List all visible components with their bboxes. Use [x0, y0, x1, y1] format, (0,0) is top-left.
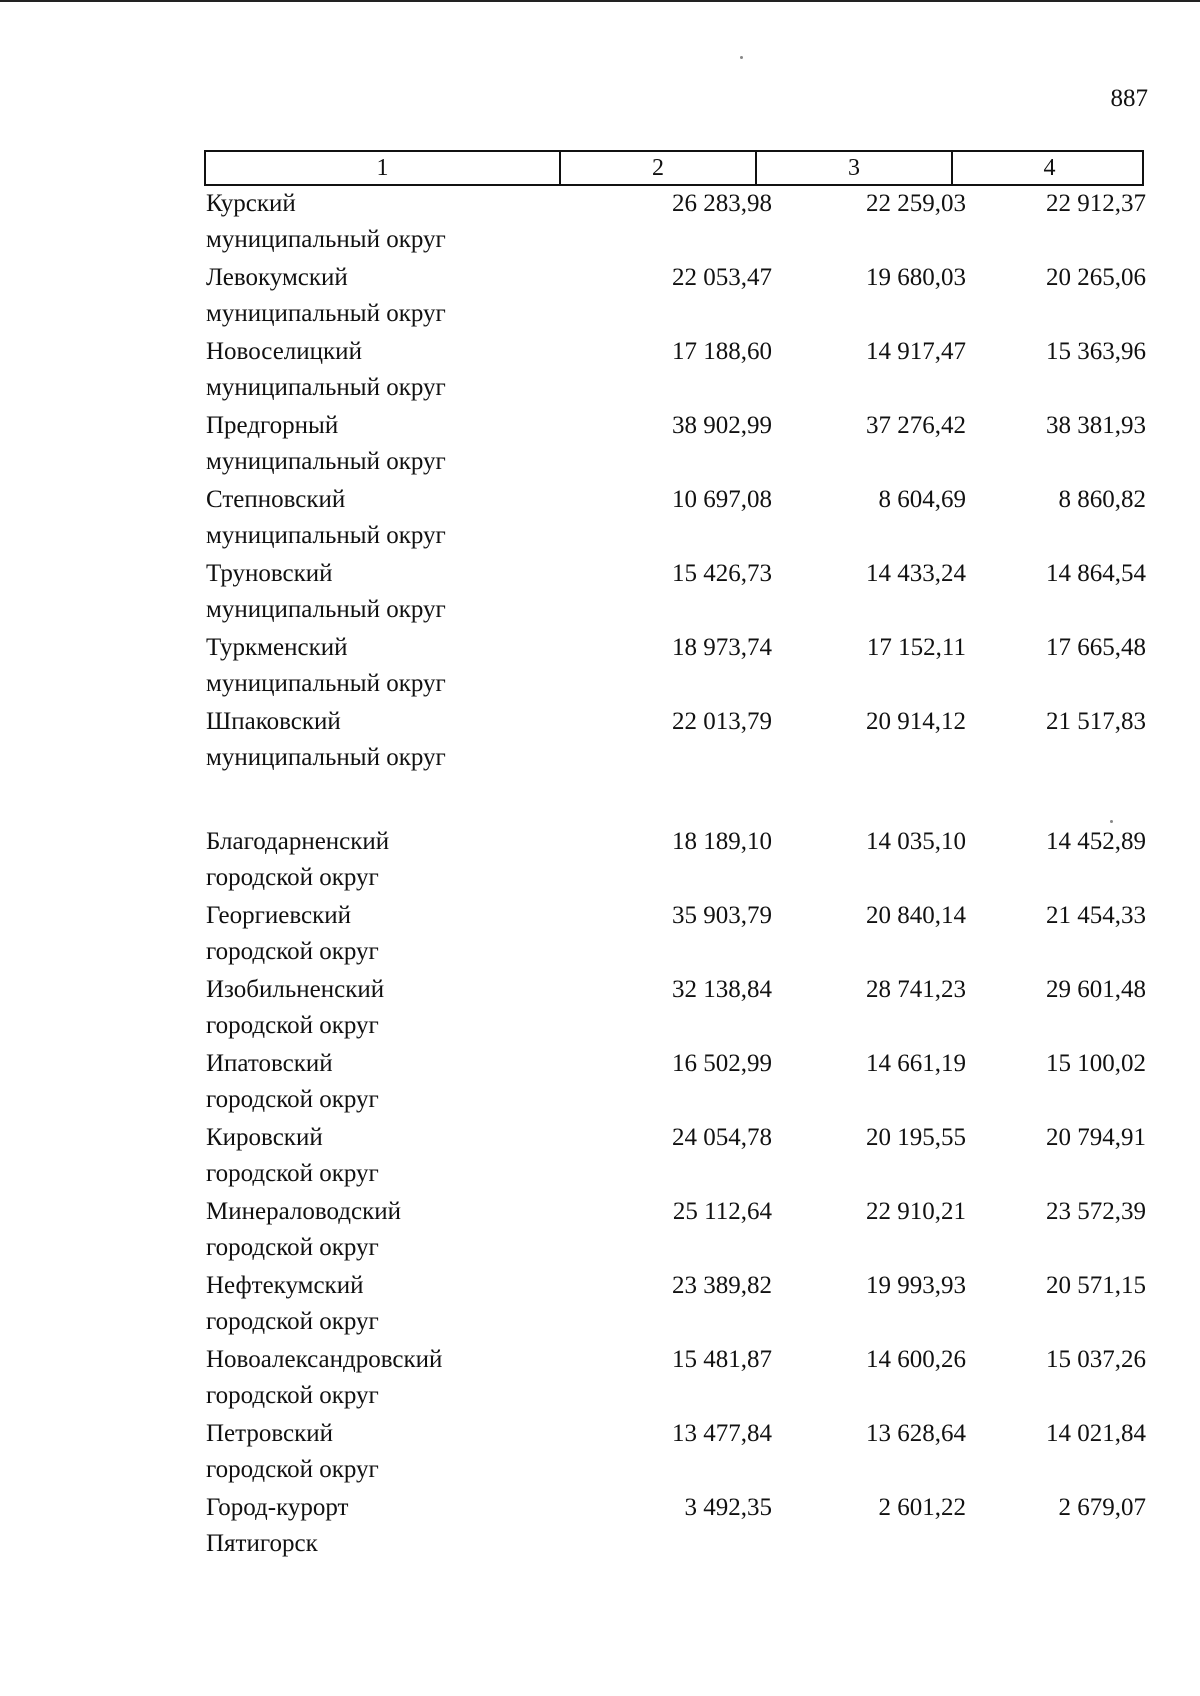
- header-cell-2: 2: [559, 152, 755, 184]
- row-value-col-2: 3 492,35: [684, 1494, 772, 1521]
- row-name-line: муниципальный округ: [206, 596, 446, 623]
- row-value-col-4: 17 665,48: [1046, 634, 1146, 661]
- row-name-cell: [206, 260, 546, 332]
- row-value-col-3: 22 910,21: [866, 1198, 966, 1225]
- table-row: [206, 898, 1146, 972]
- row-value-col-4: 2 679,07: [1058, 1494, 1146, 1521]
- row-name-cell: [206, 898, 546, 970]
- row-value-col-4: 29 601,48: [1046, 976, 1146, 1003]
- row-name-cell: [206, 1120, 546, 1192]
- row-name-cell: [206, 334, 546, 406]
- row-value-col-3: 2 601,22: [878, 1494, 966, 1521]
- row-value-col-4: 15 100,02: [1046, 1050, 1146, 1077]
- row-name-line: Благодарненский: [206, 828, 390, 855]
- row-value-col-2: 24 054,78: [672, 1124, 772, 1151]
- row-value-col-2: 25 112,64: [672, 1198, 772, 1225]
- top-border-rule: [0, 0, 1200, 2]
- row-value-col-2: 26 283,98: [672, 190, 772, 217]
- row-value-col-2: 18 189,10: [672, 828, 772, 855]
- table-row: [206, 260, 1146, 334]
- row-name-line: Труновский: [206, 560, 333, 587]
- row-value-col-3: 22 259,03: [866, 190, 966, 217]
- row-value-col-2: 13 477,84: [672, 1420, 772, 1447]
- row-name-cell: [206, 1490, 546, 1562]
- row-value-col-3: 14 917,47: [866, 338, 966, 365]
- row-value-col-3: 13 628,64: [866, 1420, 966, 1447]
- row-name-line: Новоалександровский: [206, 1346, 443, 1373]
- row-name-line: Изобильненский: [206, 976, 385, 1003]
- row-name-line: городской округ: [206, 1382, 379, 1409]
- row-value-col-3: 28 741,23: [866, 976, 966, 1003]
- row-name-line: Город-курорт: [206, 1494, 349, 1521]
- row-value-col-4: 15 037,26: [1046, 1346, 1146, 1373]
- row-name-cell: [206, 186, 546, 258]
- row-name-line: Шпаковский: [206, 708, 341, 735]
- row-name-cell: [206, 1416, 546, 1488]
- row-name-line: муниципальный округ: [206, 226, 446, 253]
- row-value-col-3: 19 993,93: [866, 1272, 966, 1299]
- row-name-line: муниципальный округ: [206, 448, 446, 475]
- table-body: [206, 186, 1146, 1564]
- row-value-col-4: 15 363,96: [1046, 338, 1146, 365]
- row-value-col-4: 14 021,84: [1046, 1420, 1146, 1447]
- table-row: [206, 334, 1146, 408]
- row-value-col-4: 38 381,93: [1046, 412, 1146, 439]
- row-value-col-4: 21 517,83: [1046, 708, 1146, 735]
- header-cell-1: 1: [376, 155, 389, 181]
- row-value-col-4: 21 454,33: [1046, 902, 1146, 929]
- row-name-line: городской округ: [206, 1012, 379, 1039]
- row-value-col-2: 32 138,84: [672, 976, 772, 1003]
- table-row: [206, 186, 1146, 260]
- row-value-col-3: 14 433,24: [866, 560, 966, 587]
- table-row: [206, 824, 1146, 898]
- header-cell-3: 3: [755, 152, 951, 184]
- table-header-row: [204, 150, 1144, 186]
- row-name-line: Пятигорск: [206, 1530, 318, 1557]
- row-value-col-4: 8 860,82: [1058, 486, 1146, 513]
- row-value-col-4: 20 571,15: [1046, 1272, 1146, 1299]
- row-value-col-3: 14 600,26: [866, 1346, 966, 1373]
- row-name-cell: [206, 824, 546, 896]
- row-name-line: городской округ: [206, 1456, 379, 1483]
- row-value-col-2: 17 188,60: [672, 338, 772, 365]
- row-value-col-3: 17 152,11: [866, 634, 966, 661]
- row-name-line: Курский: [206, 190, 296, 217]
- row-value-col-4: 20 794,91: [1046, 1124, 1146, 1151]
- row-value-col-2: 15 481,87: [672, 1346, 772, 1373]
- row-name-line: городской округ: [206, 1160, 379, 1187]
- table-row: [206, 1342, 1146, 1416]
- row-name-line: Левокумский: [206, 264, 348, 291]
- row-name-cell: [206, 704, 546, 776]
- scan-speck: [740, 56, 743, 59]
- row-name-line: Ипатовский: [206, 1050, 333, 1077]
- row-value-col-3: 19 680,03: [866, 264, 966, 291]
- row-value-col-3: 20 914,12: [866, 708, 966, 735]
- row-value-col-4: 22 912,37: [1046, 190, 1146, 217]
- row-value-col-4: 14 864,54: [1046, 560, 1146, 587]
- row-name-cell: [206, 556, 546, 628]
- page-number: 887: [1110, 85, 1148, 112]
- row-value-col-3: 20 840,14: [866, 902, 966, 929]
- table-row: [206, 1194, 1146, 1268]
- row-name-line: Нефтекумский: [206, 1272, 364, 1299]
- row-name-line: муниципальный округ: [206, 744, 446, 771]
- row-name-cell: [206, 972, 546, 1044]
- row-name-line: городской округ: [206, 1086, 379, 1113]
- table-row: [206, 704, 1146, 778]
- group-separator: [206, 778, 1126, 824]
- row-name-line: Степновский: [206, 486, 346, 513]
- row-value-col-4: 20 265,06: [1046, 264, 1146, 291]
- row-name-line: городской округ: [206, 1234, 379, 1261]
- row-name-line: муниципальный округ: [206, 670, 446, 697]
- row-value-col-2: 35 903,79: [672, 902, 772, 929]
- row-value-col-3: 14 661,19: [866, 1050, 966, 1077]
- row-name-cell: [206, 1046, 546, 1118]
- row-name-cell: [206, 630, 546, 702]
- scan-speck: [1110, 820, 1113, 823]
- table-row: [206, 1490, 1146, 1564]
- row-value-col-2: 22 013,79: [672, 708, 772, 735]
- row-name-line: муниципальный округ: [206, 374, 446, 401]
- table-row: [206, 1046, 1146, 1120]
- table-row: [206, 1120, 1146, 1194]
- row-value-col-2: 22 053,47: [672, 264, 772, 291]
- row-name-cell: [206, 408, 546, 480]
- row-value-col-4: 23 572,39: [1046, 1198, 1146, 1225]
- row-name-cell: [206, 482, 546, 554]
- row-name-line: Петровский: [206, 1420, 334, 1447]
- row-value-col-2: 15 426,73: [672, 560, 772, 587]
- row-value-col-3: 8 604,69: [878, 486, 966, 513]
- row-name-line: Георгиевский: [206, 902, 352, 929]
- table-row: [206, 482, 1146, 556]
- row-value-col-3: 14 035,10: [866, 828, 966, 855]
- table-row: [206, 408, 1146, 482]
- row-value-col-2: 38 902,99: [672, 412, 772, 439]
- row-value-col-2: 18 973,74: [672, 634, 772, 661]
- row-name-line: городской округ: [206, 938, 379, 965]
- row-name-line: Кировский: [206, 1124, 323, 1151]
- row-name-line: Туркменский: [206, 634, 348, 661]
- row-value-col-2: 23 389,82: [672, 1272, 772, 1299]
- row-name-cell: [206, 1194, 546, 1266]
- table-row: [206, 972, 1146, 1046]
- row-value-col-3: 37 276,42: [866, 412, 966, 439]
- table-row: [206, 630, 1146, 704]
- row-value-col-3: 20 195,55: [866, 1124, 966, 1151]
- row-name-line: городской округ: [206, 1308, 379, 1335]
- row-name-line: Минераловодский: [206, 1198, 402, 1225]
- table-row: [206, 1416, 1146, 1490]
- header-cell-4: 4: [951, 152, 1146, 184]
- row-name-line: городской округ: [206, 864, 379, 891]
- row-name-cell: [206, 1268, 546, 1340]
- row-name-line: муниципальный округ: [206, 522, 446, 549]
- row-name-line: Новоселицкий: [206, 338, 362, 365]
- table-row: [206, 556, 1146, 630]
- row-value-col-2: 10 697,08: [672, 486, 772, 513]
- row-name-line: Предгорный: [206, 412, 339, 439]
- row-value-col-2: 16 502,99: [672, 1050, 772, 1077]
- row-value-col-4: 14 452,89: [1046, 828, 1146, 855]
- row-name-line: муниципальный округ: [206, 300, 446, 327]
- table-row: [206, 1268, 1146, 1342]
- row-name-cell: [206, 1342, 546, 1414]
